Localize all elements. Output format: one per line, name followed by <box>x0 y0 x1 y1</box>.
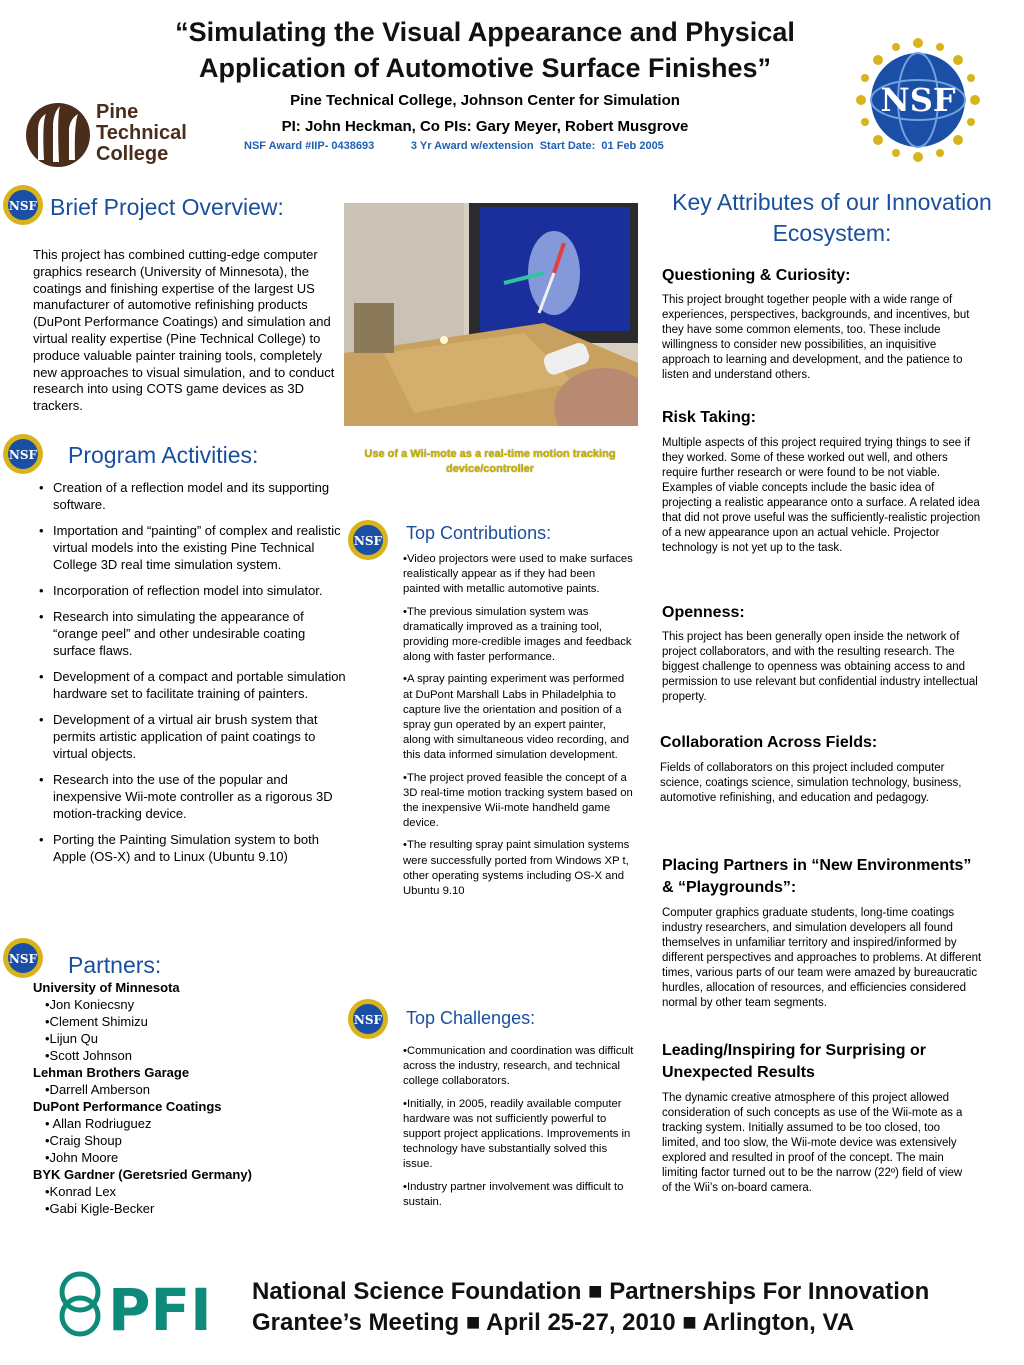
partner-org: DuPont Performance Coatings <box>33 1099 222 1114</box>
attribute-heading: Collaboration Across Fields: <box>660 734 878 751</box>
list-item: •Video projectors were used to make surfaces realistically appear as if they had been painted with metallic automotive paints. <box>403 553 633 596</box>
nsf-logo-text: NSF <box>880 81 956 119</box>
nsf-small-icon <box>2 937 44 979</box>
list-item: •Communication and coordination was difficult across the industry, research, and technical college collaborators. <box>403 1045 634 1088</box>
partner-person: •Darrell Amberson <box>45 1082 150 1097</box>
attribute-text: Multiple aspects of this project required trying things to see if they worked. Some of these worked out well, and others require further research or were found to be not viable. Examples of viable concepts include the basic idea of projecting a realistic appearance onto a surface. A related idea that did not prove useful was the sufficiently-realistic projection of a new appearance upon an actual vehicle. Projector technology is not yet up to the task. <box>662 437 981 554</box>
ptc-logo <box>26 100 206 170</box>
wii-mote-photo <box>344 203 638 426</box>
partner-person: •Lijun Qu <box>45 1031 98 1046</box>
svg-text:NSF: NSF <box>353 1013 383 1027</box>
list-item: • Creation of a reflection model and its supporting software. <box>33 479 348 513</box>
list-item: • Research into simulating the appearance of “orange peel” and other undesirable coating surface flaws. <box>33 608 348 659</box>
list-item: •A spray painting experiment was performed at DuPont Marshall Labs in Philadelphia to capture live the orientation and position of a spray gun operated by an expert painter, along with simultaneous video recording, and this data informed simulation development. <box>403 673 630 762</box>
partner-org: BYK Gardner (Geretsried Germany) <box>33 1167 252 1182</box>
nsf-logo <box>855 37 981 163</box>
attribute-heading: Questioning & Curiosity: <box>662 267 851 284</box>
activities-list <box>33 479 348 874</box>
list-item: •The project proved feasible the concept of a 3D real-time motion tracking system based on the inexpensive Wii-mote handheld game device. <box>403 771 633 830</box>
poster-title: “Simulating the Visual Appearance and Physical Application of Automotive Surface Finishes” <box>175 17 795 83</box>
footer-line-2: Grantee’s Meeting ■ April 25-27, 2010 ■ Arlington, VA <box>252 1309 855 1336</box>
nsf-small-icon <box>347 519 389 561</box>
photo-caption: Use of a Wii-mote as a real-time motion tracking device/controller <box>364 448 616 475</box>
list-item: • Incorporation of reflection model into simulator. <box>33 582 348 599</box>
investigators-line: PI: John Heckman, Co PIs: Gary Meyer, Robert Musgrove <box>281 118 689 135</box>
list-item: • Research into the use of the popular and inexpensive Wii-mote controller as a rigorous 3D motion-tracking device. <box>33 771 348 822</box>
attribute-heading: Openness: <box>662 604 745 621</box>
activities-heading: Program Activities: <box>68 442 259 468</box>
ptc-logo-text: Pine Technical College <box>96 101 187 165</box>
attribute-heading: Leading/Inspiring for Surprising or Unexpected Results <box>662 1042 927 1081</box>
award-line: NSF Award #IIP- 0438693 3 Yr Award w/extension Start Date: 01 Feb 2005 <box>244 140 664 152</box>
list-item: •The previous simulation system was dramatically improved as a training tool, providing more-credible images and feedback along with faster performance. <box>403 605 632 664</box>
overview-heading: Brief Project Overview: <box>50 194 284 220</box>
list-item: • Development of a compact and portable simulation hardware set to facilitate training of painters. <box>33 668 348 702</box>
partner-person: •Clement Shimizu <box>45 1014 148 1029</box>
attributes-heading: Key Attributes of our Innovation Ecosystem: <box>672 189 992 246</box>
partner-org: University of Minnesota <box>33 980 180 995</box>
pfi-logo-text: PFI <box>108 1276 212 1342</box>
challenges-heading: Top Challenges: <box>406 1008 536 1028</box>
partner-person: •John Moore <box>45 1150 119 1165</box>
attribute-text: Fields of collaborators on this project included computer science, coatings science, simulation technology, business, automotive refinishing, and education and pedagogy. <box>660 762 962 804</box>
partner-person: • Allan Rodriuguez <box>45 1116 152 1131</box>
attribute-text: This project has been generally open inside the network of project collaborators, and with the resulting research. The biggest challenge to openness was obtaining access to and permission to use relevant but confidential industry intellectual property. <box>662 631 978 703</box>
svg-text:NSF: NSF <box>8 952 38 966</box>
attribute-text: The dynamic creative atmosphere of this project allowed consideration of such concepts as use of the Wii-mote as a tracking system. Initially assumed to be too closed, too limited, and too slow, the Wii-mote device was extensively explored and resulted in proof of the concept. The main limiting factor turned out to be the narrow (22º) field of view of the Wii’s on-board camera. <box>662 1092 963 1194</box>
list-item: •Initially, in 2005, readily available computer hardware was not sufficiently powerful to support project applications. Improvements in technology have substantially solved this issue. <box>403 1097 631 1171</box>
svg-text:NSF: NSF <box>353 534 383 548</box>
list-item: • Importation and “painting” of complex and realistic virtual models into the existing Pine Technical College 3D real time simulation system. <box>33 522 348 573</box>
partners-list <box>33 979 333 1217</box>
contributions-heading: Top Contributions: <box>406 523 552 543</box>
footer-line-1: National Science Foundation ■ Partnerships For Innovation <box>252 1278 930 1305</box>
attribute-heading: Placing Partners in “New Environments” & “Playgrounds”: <box>662 857 972 896</box>
list-item: •The resulting spray paint simulation systems were successfully ported from Windows XP t, other operating systems including OS-X and Ubuntu 9.10 <box>403 839 630 898</box>
partner-person: •Jon Koniecsny <box>45 997 135 1012</box>
institution-line: Pine Technical College, Johnson Center for Simulation <box>290 92 680 109</box>
contributions-list <box>403 552 635 906</box>
svg-text:NSF: NSF <box>8 199 38 213</box>
list-item: • Development of a virtual air brush system that permits artistic application of paint coatings to virtual objects. <box>33 711 348 762</box>
nsf-small-icon <box>2 433 44 475</box>
attribute-heading: Risk Taking: <box>662 409 756 426</box>
ptc-tree-icon <box>26 100 90 170</box>
partner-person: •Scott Johnson <box>45 1048 132 1063</box>
pfi-logo <box>58 1266 238 1342</box>
partner-person: •Gabi Kigle-Becker <box>45 1201 155 1216</box>
partner-org: Lehman Brothers Garage <box>33 1065 190 1080</box>
list-item: •Industry partner involvement was difficult to sustain. <box>403 1180 624 1208</box>
partners-heading: Partners: <box>68 952 162 978</box>
nsf-small-icon <box>347 998 389 1040</box>
challenges-list <box>403 1044 635 1217</box>
partner-person: •Konrad Lex <box>45 1184 117 1199</box>
attribute-text: Computer graphics graduate students, long-time coatings industry researchers, and simulation developers all found themselves in unfamiliar territory and inspired/informed by different perspectives and approaches to problems. At different times, various parts of our team were amazed by bureaucratic hurdles, allocation of resources, and efficiencies considered normal by other team segments. <box>662 907 982 1009</box>
list-item: • Porting the Painting Simulation system to both Apple (OS-X) and to Linux (Ubuntu 9.10) <box>33 831 348 865</box>
attribute-text: This project brought together people with a wide range of experiences, perspectives, backgrounds, and incentives, but they have some common elements, too. These include willingness to consider new possibilities, an inquisitive approach to learning and development, and the patience to listen and understand others. <box>662 294 970 381</box>
nsf-small-icon <box>2 184 44 226</box>
overview-text: This project has combined cutting-edge computer graphics research (University of Minnesota), the coatings and finishing expertise of the largest US manufacturer of automotive refinishing products (DuPont Performance Coatings) and simulation and virtual reality expertise (Pine Technical College) to produce valuable painter training tools, completely new approaches to visual simulation, and to conduct research into using COTS game devices as 3D trackers. <box>33 247 335 414</box>
svg-text:NSF: NSF <box>8 448 38 462</box>
partner-person: •Craig Shoup <box>45 1133 122 1148</box>
